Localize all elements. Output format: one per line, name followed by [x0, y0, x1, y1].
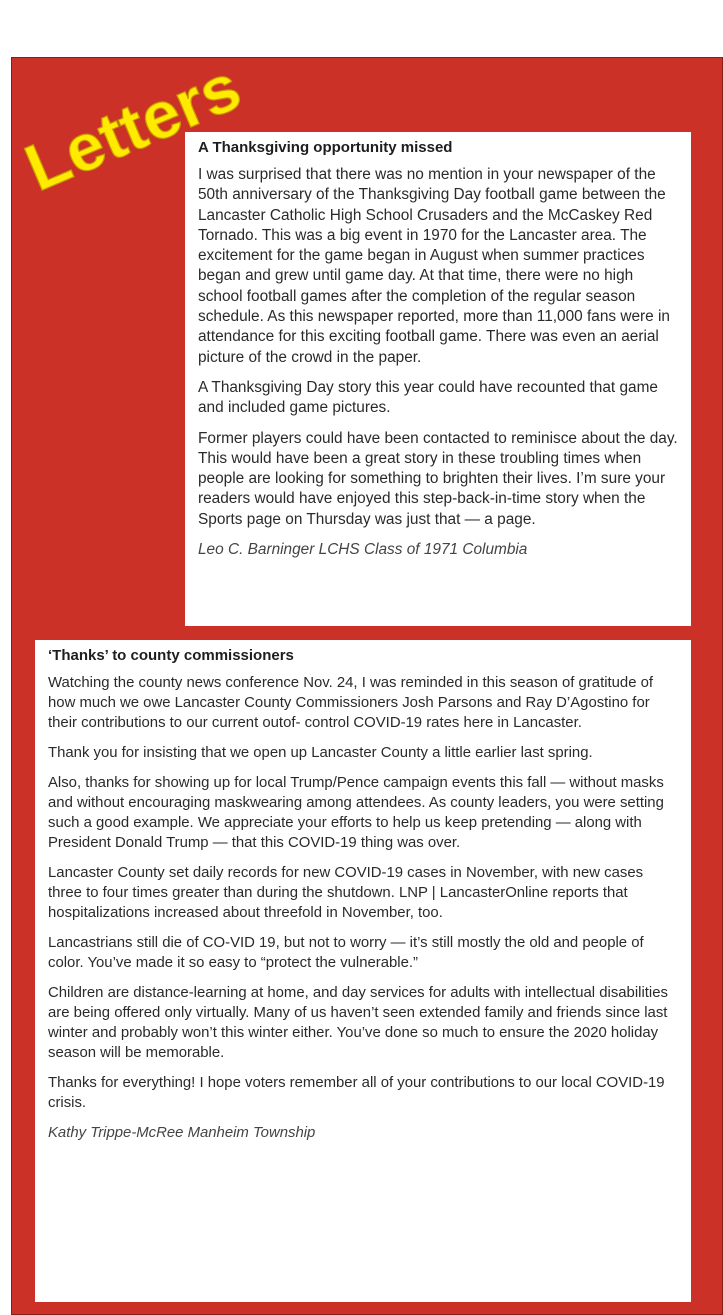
letter-signature: Kathy Trippe-McRee Manheim Township [48, 1125, 316, 1141]
letter-paragraph: Watching the county news conference Nov. 24, I was reminded in this season of gratitude of how much we owe Lancaster County Commissioners Josh Parsons and Ray D’Agostino for their contributions to our current outof- control COVID-19 rates here in Lancaster. [48, 675, 654, 731]
letters-banner-text: Letters [14, 50, 247, 205]
letter-card-thanksgiving [185, 132, 691, 626]
letter-title: A Thanksgiving opportunity missed [198, 139, 453, 156]
letter-paragraph: Former players could have been contacted to reminisce about the day. This would have been a great story in these troubling times when people are looking for something to brighten their lives. I’m sure your readers would have enjoyed this step-back-in-time story when the Sports page on Thursday was just that — a page. [198, 429, 678, 528]
letter-paragraph: Lancaster County set daily records for new COVID-19 cases in November, with new cases three to four times greater than during the shutdown. LNP | LancasterOnline reports that hospitalizations increased about threefold in November, too. [48, 865, 644, 921]
letter-card-commissioners [35, 640, 691, 1302]
letter-paragraph: Thank you for insisting that we open up Lancaster County a little earlier last spring. [48, 745, 593, 761]
letter-title: ‘Thanks’ to county commissioners [48, 647, 294, 664]
letter-paragraph: Thanks for everything! I hope voters remember all of your contributions to our local COVID-19 crisis. [48, 1075, 665, 1111]
letter-paragraph: I was surprised that there was no mention in your newspaper of the 50th anniversary of the Thanksgiving Day football game between the Lancaster Catholic High School Crusaders and the McCaskey Red Tornado. This was a big event in 1970 for the Lancaster area. The excitement for the game began in August when summer practices began and grew until game day. At that time, there were no high school football games after the completion of the regular season schedule. As this newspaper reported, more than 11,000 fans were in attendance for this exciting football game. There was even an aerial picture of the crowd in the paper. [198, 166, 670, 366]
letter-paragraph: Lancastrians still die of CO-VID 19, but not to worry — it’s still mostly the old and people of color. You’ve made it so easy to “protect the vulnerable.” [48, 935, 644, 971]
letter-signature: Leo C. Barninger LCHS Class of 1971 Columbia [198, 541, 528, 559]
letter-paragraph: Also, thanks for showing up for local Trump/Pence campaign events this fall — without masks and without encouraging maskwearing among attendees. As county leaders, you were setting such a good example. We appreciate your efforts to help us keep pretending — along with President Donald Trump — that this COVID-19 thing was over. [48, 775, 664, 851]
letter-paragraph: A Thanksgiving Day story this year could have recounted that game and included game pictures. [198, 378, 658, 417]
letter-paragraph: Children are distance-learning at home, and day services for adults with intellectual disabilities are being offered only virtually. Many of us haven’t seen extended family and friends since last winter and probably won’t this winter either. You’ve done so much to ensure the 2020 holiday season will be memorable. [48, 985, 668, 1061]
